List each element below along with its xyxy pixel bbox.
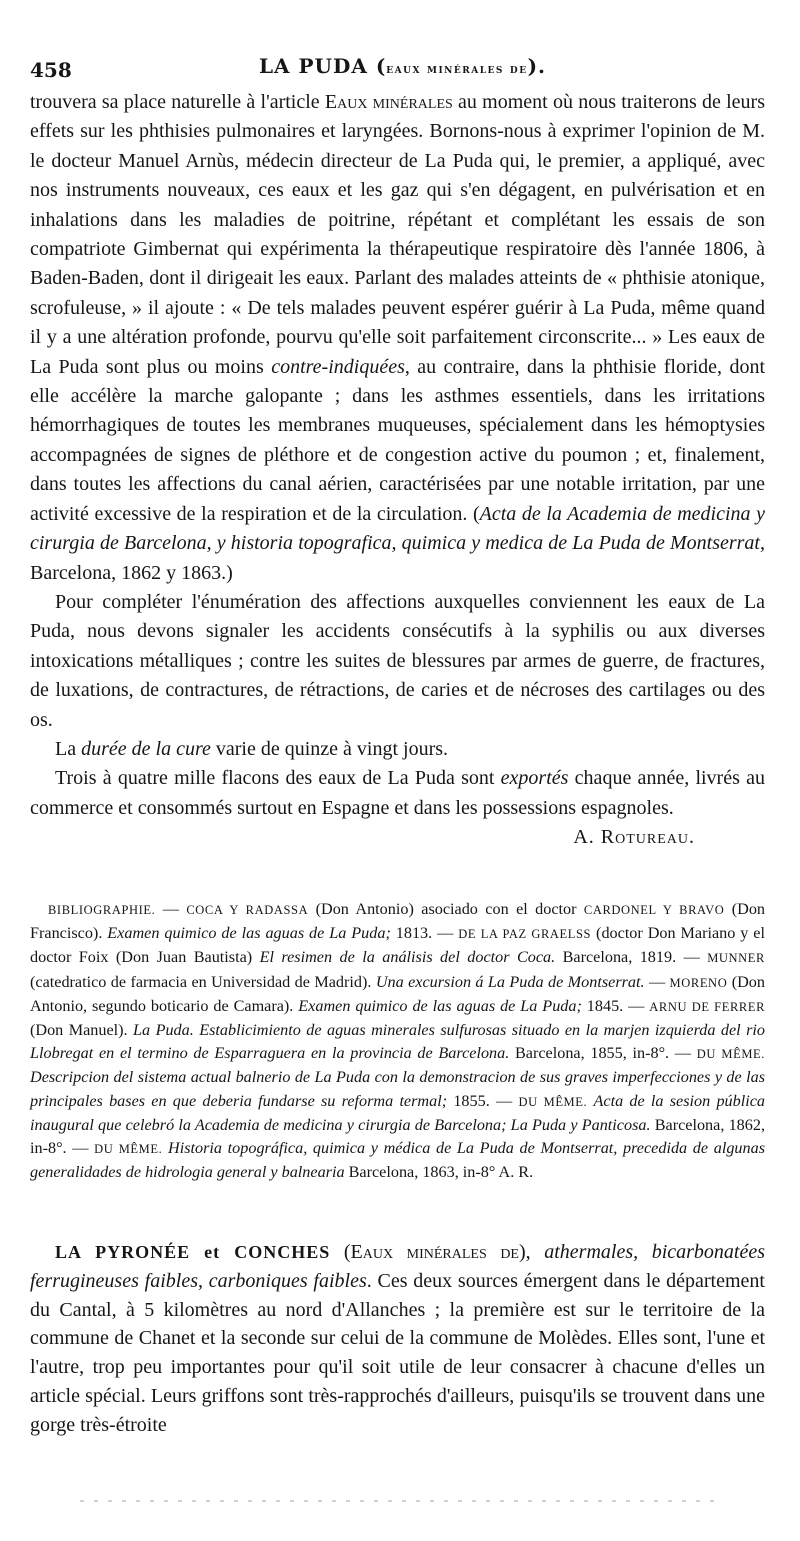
bibliography-label: BIBLIOGRAPHIE. <box>48 903 156 917</box>
paragraph-4: Trois à quatre mille flacons des eaux de La Puda sont exportés chaque année, livrés au commerce et consommés surtout en Espagne et dans les possessions espagnoles. <box>30 767 765 819</box>
paragraph-1: trouvera sa place naturelle à l'article Eaux minérales au moment où nous traiterons de leurs effets sur les phthisies pulmonaires et laryngées. Bornons-nous à exprimer l'opinion de M. le docteur Manuel Arnùs, médecin directeur de La Puda qui, le premier, a appliqué, avec nos instruments nouveaux, ces eaux et les gaz qui s'en dégagent, en pulvérisation et en inhalations dans les maladies de poitrine, répétant et complétant les essais de son compatriote Gimbernat qui expérimenta la thérapeutique respiratoire dès l'année 1806, à Baden-Baden, dont il dirigeait les eaux. Parlant des malades atteints de « phthisie atonique, scrofuleuse, » il ajoute : « De tels malades peuvent espérer guérir à La Puda, même quand il y a une altération profonde, pourvu qu'elle soit parfaitement circonscrite... » Les eaux de La Puda sont plus ou moins contre-indiquées, au contraire, dans la phthisie floride, dont elle accélère la marche galopante ; dans les asthmes essentiels, dans les irritations hémorrhagiques de toutes les membranes muqueuses, spécialement dans les hémoptysies accompagnées de signes de pléthore et de congestion active du poumon ; et, finalement, dans toutes les affections du canal aérien, caractérisées par une notable irritation, par une activité excessive de la respiration et de la circulation. (Acta de la Academia de medicina y cirurgia de Barcelona, y historia topografica, quimica y medica de La Puda de Montserrat, Barcelona, 1862 y 1863.) <box>30 91 766 584</box>
paragraph-3: La durée de la cure varie de quinze à vingt jours. <box>55 737 449 760</box>
paragraph-2: Pour compléter l'énumération des affections auxquelles conviennent les eaux de La Puda, nous devons signaler les accidents consécutifs à la syphilis ou aux diverses intoxications métalliques ; contre les suites de blessures par armes de guerre, de fractures, de luxations, de contractures, de rétractions, de caries et de nécroses des cartilages ou des os. <box>30 590 765 731</box>
main-text <box>30 88 765 853</box>
author-signature: A. Rotureau. <box>573 826 695 849</box>
bleed-through-marks <box>80 1500 720 1502</box>
next-article: LA PYRONÉE et CONCHES (Eaux minérales de), athermales, bicarbonatées ferrugineuses faibles, carboniques faibles. Ces deux sources émergent dans le département du Cantal, à 5 kilomètres au nord d'Allanches ; la première est sur le territoire de la commune de Chanet et la seconde sur celui de la commune de Molèdes. Elles sont, l'une et l'autre, trop peu importantes pour qu'il soit utile de leur consacrer à chacune d'elles un article spécial. Leurs griffons sont très-rapprochés d'ailleurs, puisqu'ils se trouvent dans une gorge très-étroite <box>30 1241 765 1436</box>
running-title: LA PUDA (eaux minérales de). <box>258 54 547 78</box>
page-header <box>30 46 775 86</box>
article-lemma: LA PYRONÉE et CONCHES <box>55 1242 331 1262</box>
page-number: 458 <box>30 58 72 82</box>
bibliography: BIBLIOGRAPHIE. — COCA Y RADASSA (Don Antonio) asociado con el doctor CARDONEL Y BRAVO (Don Francisco). Examen quimico de las aguas de La Puda; 1813. — DE LA PAZ GRAELSS (doctor Don Mariano y el doctor Foix (Don Juan Bautista) El resimen de la análisis del doctor Coca. Barcelona, 1819. — MUNNER (catedratico de farmacia en Universidad de Madrid). Una excursion á La Puda de Montserrat. — MORENO (Don Antonio, segundo boticario de Camara). Examen quimico de las aguas de La Puda; 1845. — ARNU DE FERRER (Don Manuel). La Puda. Establicimiento de aguas minerales sulfurosas situado en la marjen izquierda del rio Llobregat en el termino de Esparraguera en la provincia de Barcelona. Barcelona, 1855, in-8°. — DU MÊME. Descripcion del sistema actual balnerio de La Puda con la demonstracion de sus graves imperfecciones y de las principales bases en que deberia fundarse su reforma termal; 1855. — DU MÊME. Acta de la sesion pública inaugural que celebró la Academia de medicina y cirurgia de Barcelona; La Puda y Panticosa. Barcelona, 1862, in-8°. — DU MÊME. Historia topográfica, quimica y médica de La Puda de Montserrat, precedida de algunas generalidades de hidrologia general y balnearia Barcelona, 1863, in-8° A. R. <box>30 900 766 1182</box>
